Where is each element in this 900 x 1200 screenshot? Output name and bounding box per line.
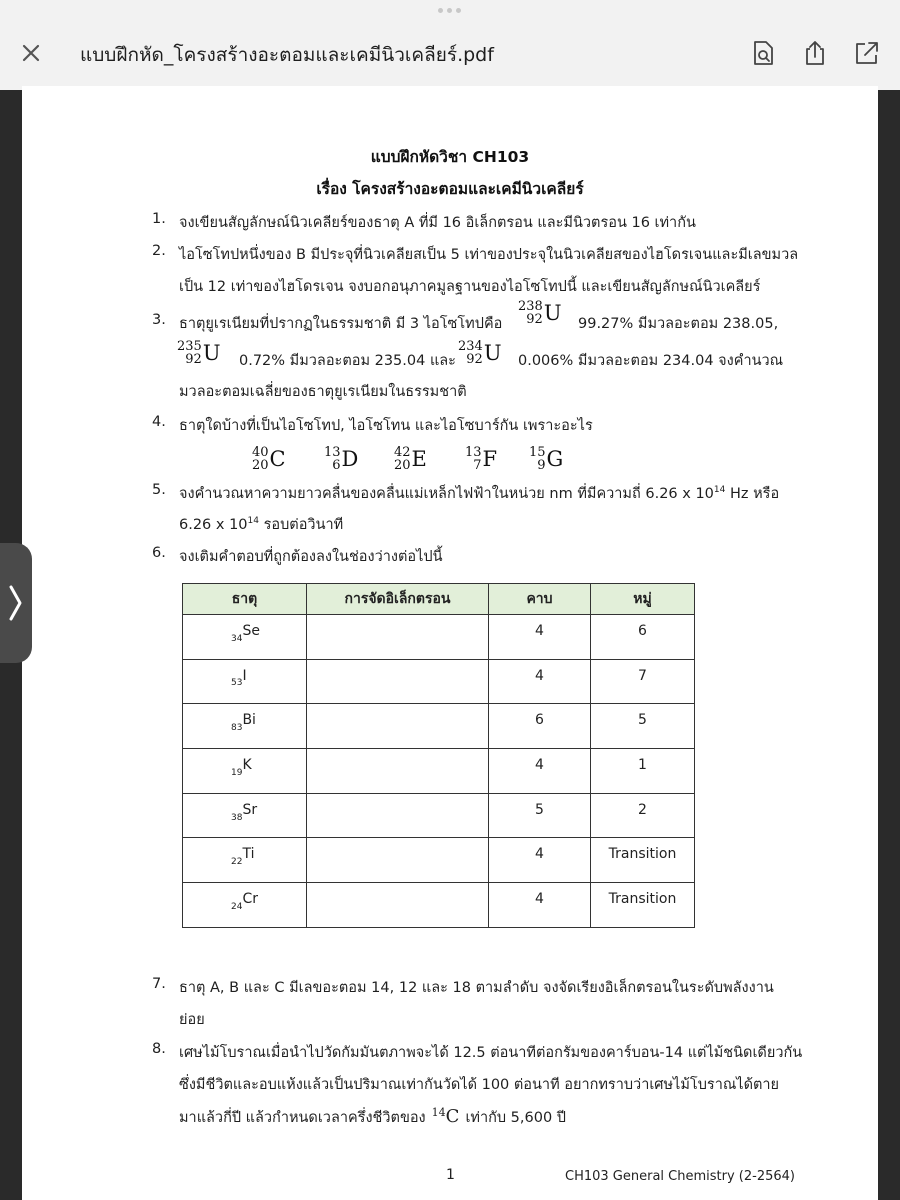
q6-text: จงเติมคำตอบที่ถูกต้องลงในช่องว่างต่อไปนี้ xyxy=(179,549,443,565)
q1-text: จงเขียนสัญลักษณ์นิวเคลียร์ของธาตุ A ที่มี 16 อิเล็กตรอน และมีนิวตรอน 16 เท่ากัน xyxy=(179,215,696,231)
c14-symbol: $^{14}$C xyxy=(431,1106,460,1127)
search-document-icon xyxy=(748,38,778,68)
config-cell xyxy=(307,838,489,883)
element-cell: $_{53}$I xyxy=(183,659,307,704)
element-cell: $_{38}$Sr xyxy=(183,793,307,838)
col-header-element: ธาตุ xyxy=(183,584,307,615)
group-cell: Transition xyxy=(591,883,695,928)
table-row xyxy=(183,615,695,660)
q6-number: 6. xyxy=(152,545,166,561)
drag-grip[interactable] xyxy=(438,8,461,13)
sidebar-toggle[interactable] xyxy=(0,543,32,663)
config-cell xyxy=(307,793,489,838)
period-cell: 5 xyxy=(489,793,591,838)
q7-text-line2: ย่อย xyxy=(179,1012,205,1028)
group-cell: 7 xyxy=(591,659,695,704)
q2-text-line2: เป็น 12 เท่าของไฮโดรเจน จงบอกอนุภาคมูลฐานของไอโซโทปนี้ และเขียนสัญลักษณ์นิวเคลียร์ xyxy=(179,279,761,295)
q3-number: 3. xyxy=(152,312,166,328)
q1-number: 1. xyxy=(152,211,166,227)
viewer-toolbar xyxy=(0,0,900,90)
period-cell: 6 xyxy=(489,704,591,749)
page-number: 1 xyxy=(446,1167,455,1183)
chevron-right-icon xyxy=(6,583,26,623)
config-cell xyxy=(307,615,489,660)
isotope-c: 40 20 C xyxy=(252,445,286,473)
isotope-d: 13 6 D xyxy=(324,445,359,473)
q4-number: 4. xyxy=(152,414,166,430)
table-row xyxy=(183,883,695,928)
share-button[interactable] xyxy=(800,38,830,68)
period-cell: 4 xyxy=(489,615,591,660)
viewer-margin-right xyxy=(878,90,900,1200)
q8-text-line2: ซึ่งมีชีวิตและอบแห้งแล้วเป็นปริมาณเท่ากันวัดได้ 100 ต่อนาที อยากทราบว่าเศษไม้โบราณได้ตาย xyxy=(179,1077,780,1093)
close-icon xyxy=(14,36,48,70)
isotope-u234: 234 92 U xyxy=(458,339,502,367)
q5-number: 5. xyxy=(152,482,166,498)
document-title: แบบฝึกหัด_โครงสร้างอะตอมและเคมีนิวเคลียร์.pdf xyxy=(80,44,494,66)
table-header-row xyxy=(183,584,695,615)
group-cell: 2 xyxy=(591,793,695,838)
q7-text-line1: ธาตุ A, B และ C มีเลขอะตอม 14, 12 และ 18 ตามลำดับ จงจัดเรียงอิเล็กตรอนในระดับพลังงาน xyxy=(179,980,774,996)
isotope-u235: 235 92 U xyxy=(177,339,221,367)
col-header-config: การจัดอิเล็กตรอน xyxy=(307,584,489,615)
page-subtitle: เรื่อง โครงสร้างอะตอมและเคมีนิวเคลียร์ xyxy=(316,180,584,198)
open-external-button[interactable] xyxy=(852,38,882,68)
q8-text-line3: มาแล้วกี่ปี แล้วกำหนดเวลาครึ่งชีวิตของ $^{14}$C เท่ากับ 5,600 ปี xyxy=(179,1106,567,1127)
isotope-g: 15 9 G xyxy=(529,445,564,473)
q2-text-line1: ไอโซโทปหนึ่งของ B มีประจุที่นิวเคลียสเป็น 5 เท่าของประจุในนิวเคลียสของไฮโดรเจนและมีเลขมวล xyxy=(179,247,799,263)
share-icon xyxy=(800,38,830,68)
isotope-u238: 238 92 U xyxy=(518,299,562,327)
q5-text-line2: 6.26 x $10^{14}$ รอบต่อวินาที xyxy=(179,516,344,533)
table-row xyxy=(183,704,695,749)
group-cell: Transition xyxy=(591,838,695,883)
element-cell: $_{19}$K xyxy=(183,749,307,794)
search-document-button[interactable] xyxy=(748,38,778,68)
close-button[interactable] xyxy=(14,36,48,70)
config-cell xyxy=(307,749,489,794)
table-row xyxy=(183,838,695,883)
config-cell xyxy=(307,704,489,749)
isotope-f: 13 7 F xyxy=(465,445,498,473)
q3-text-b: 99.27% มีมวลอะตอม 238.05, xyxy=(578,316,779,332)
group-cell: 1 xyxy=(591,749,695,794)
q3-text-e: มวลอะตอมเฉลี่ยของธาตุยูเรเนียมในธรรมชาติ xyxy=(179,384,467,400)
open-external-icon xyxy=(852,38,882,68)
q3-text-a: ธาตุยูเรเนียมที่ปรากฏในธรรมชาติ มี 3 ไอโซโทปคือ xyxy=(179,316,503,332)
col-header-period: คาบ xyxy=(489,584,591,615)
electron-config-table xyxy=(182,583,695,928)
element-cell: $_{22}$Ti xyxy=(183,838,307,883)
col-header-group: หมู่ xyxy=(591,584,695,615)
page-title: แบบฝึกหัดวิชา CH103 xyxy=(370,148,530,166)
table-row xyxy=(183,749,695,794)
table-row xyxy=(183,659,695,704)
q3-text-c: 0.72% มีมวลอะตอม 235.04 และ xyxy=(239,353,456,369)
page-footer: CH103 General Chemistry (2-2564) xyxy=(565,1169,795,1184)
q4-text: ธาตุใดบ้างที่เป็นไอโซโทป, ไอโซโทน และไอโซบาร์กัน เพราะอะไร xyxy=(179,418,593,434)
config-cell xyxy=(307,883,489,928)
isotope-e: 42 20 E xyxy=(394,445,427,473)
element-cell: $_{34}$Se xyxy=(183,615,307,660)
element-cell: $_{24}$Cr xyxy=(183,883,307,928)
q8-number: 8. xyxy=(152,1041,166,1057)
period-cell: 4 xyxy=(489,838,591,883)
period-cell: 4 xyxy=(489,659,591,704)
element-cell: $_{83}$Bi xyxy=(183,704,307,749)
q5-text-line1: จงคำนวณหาความยาวคลื่นของคลื่นแม่เหล็กไฟฟ้าในหน่วย nm ที่มีความถี่ 6.26 x $10^{14}$ Hz หรือ xyxy=(179,485,780,502)
config-cell xyxy=(307,659,489,704)
group-cell: 6 xyxy=(591,615,695,660)
pdf-page xyxy=(22,86,878,1200)
period-cell: 4 xyxy=(489,883,591,928)
q8-text-line1: เศษไม้โบราณเมื่อนำไปวัดกัมมันตภาพจะได้ 12.5 ต่อนาทีต่อกรัมของคาร์บอน-14 แต่ไม้ชนิดเดียวกัน xyxy=(179,1045,803,1061)
q2-number: 2. xyxy=(152,243,166,259)
q3-text-d: 0.006% มีมวลอะตอม 234.04 จงคำนวณ xyxy=(518,353,784,369)
period-cell: 4 xyxy=(489,749,591,794)
q7-number: 7. xyxy=(152,976,166,992)
group-cell: 5 xyxy=(591,704,695,749)
table-row xyxy=(183,793,695,838)
